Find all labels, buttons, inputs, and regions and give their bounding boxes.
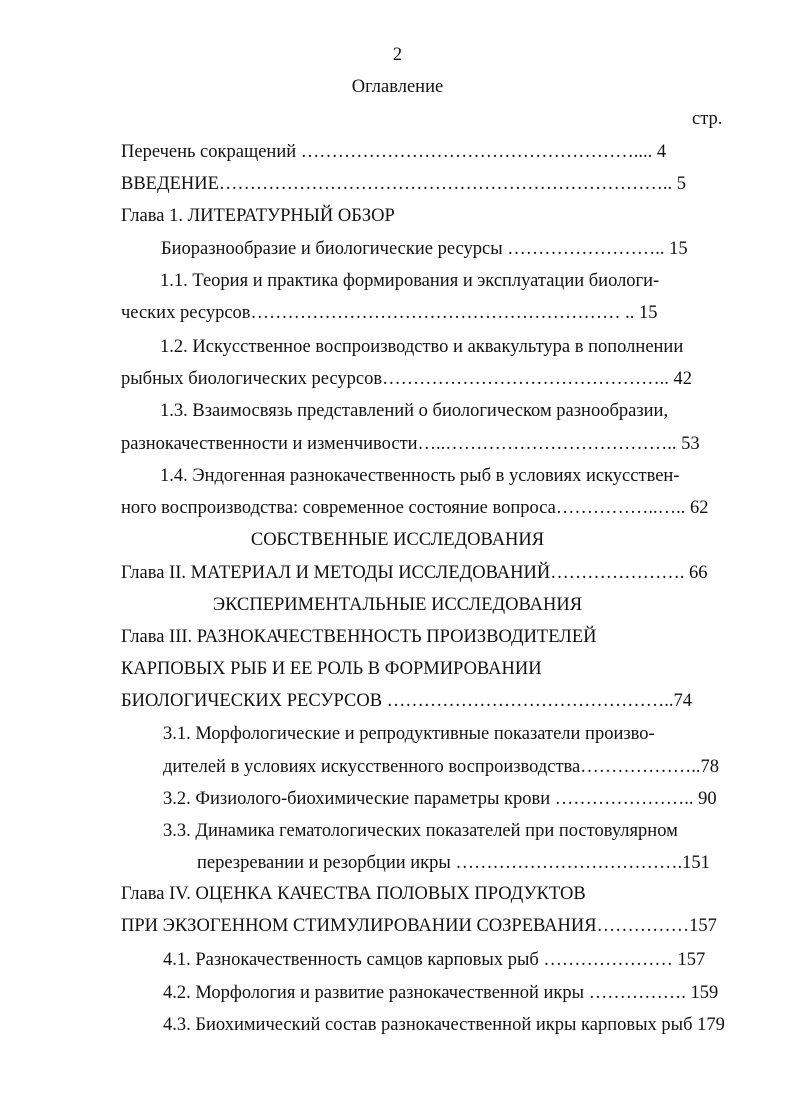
toc-section-1-1: 1.1. Теория и практика формирования и эксплуатации биологи-	[160, 271, 660, 291]
toc-entry-introduction: ВВЕДЕНИЕ……………………………………………………………….. 5	[121, 174, 687, 194]
page-column-label: стр.	[692, 109, 723, 129]
toc-section-3-1: 3.1. Морфологические и репродуктивные показатели произво-	[163, 724, 655, 744]
toc-heading-own-research: СОБСТВЕННЫЕ ИССЛЕДОВАНИЯ	[250, 530, 545, 550]
toc-chapter-1: Глава 1. ЛИТЕРАТУРНЫЙ ОБЗОР	[121, 206, 395, 226]
toc-section-1-2: 1.2. Искусственное воспроизводство и аквакультура в пополнении	[160, 337, 684, 357]
toc-chapter-3: Глава III. РАЗНОКАЧЕСТВЕННОСТЬ ПРОИЗВОДИТЕЛЕЙ	[121, 627, 597, 647]
toc-chapter-3-cont-2: БИОЛОГИЧЕСКИХ РЕСУРСОВ ………………………………………..74	[121, 691, 692, 711]
toc-section-1-4: 1.4. Эндогенная разнокачественность рыб в условиях искусствен-	[160, 466, 680, 486]
toc-section-1-3: 1.3. Взаимосвязь представлений о биологическом разнообразии,	[160, 401, 669, 421]
toc-section-1-3-cont: разнокачественности и изменчивости…..……………………………….. 53	[121, 434, 700, 454]
toc-section-3-1-cont: дителей в условиях искусственного воспроизводства………………..78	[163, 757, 720, 777]
toc-heading-experimental: ЭКСПЕРИМЕНТАЛЬНЫЕ ИССЛЕДОВАНИЯ	[212, 595, 583, 615]
toc-chapter-2: Глава II. МАТЕРИАЛ И МЕТОДЫ ИССЛЕДОВАНИЙ…………………. 66	[121, 563, 708, 583]
toc-chapter-4: Глава IV. ОЦЕНКА КАЧЕСТВА ПОЛОВЫХ ПРОДУКТОВ	[121, 884, 586, 904]
page-title: Оглавление	[351, 77, 444, 97]
toc-chapter-3-cont-1: КАРПОВЫХ РЫБ И ЕЕ РОЛЬ В ФОРМИРОВАНИИ	[121, 659, 542, 679]
toc-chapter-4-cont: ПРИ ЭКЗОГЕННОМ СТИМУЛИРОВАНИИ СОЗРЕВАНИЯ……………157	[121, 916, 717, 936]
toc-chapter-1-intro: Биоразнообразие и биологические ресурсы …………………….. 15	[161, 239, 688, 259]
toc-section-4-1: 4.1. Разнокачественность самцов карповых рыб ………………… 157	[163, 950, 706, 970]
toc-section-4-2: 4.2. Морфология и развитие разнокачественной икры ……………. 159	[163, 983, 719, 1003]
toc-section-3-3-cont: перезревании и резорбции икры ……………………………….151	[197, 853, 710, 873]
toc-section-1-4-cont: ного воспроизводства: современное состояние вопроса……………..….. 62	[121, 498, 709, 518]
toc-section-3-3: 3.3. Динамика гематологических показателей при постовулярном	[163, 821, 678, 841]
toc-entry-abbreviations: Перечень сокращений ……………………………………………….... 4	[121, 142, 667, 162]
toc-section-3-2: 3.2. Физиолого-биохимические параметры крови ………………….. 90	[163, 789, 717, 809]
toc-section-1-2-cont: рыбных биологических ресурсов……………………………………….. 42	[121, 369, 692, 389]
toc-section-4-3: 4.3. Биохимический состав разнокачественной икры карповых рыб 179	[163, 1015, 725, 1035]
toc-section-1-1-cont: ческих ресурсов…………………………………………………… .. 15	[121, 303, 658, 323]
page-number: 2	[392, 45, 403, 65]
